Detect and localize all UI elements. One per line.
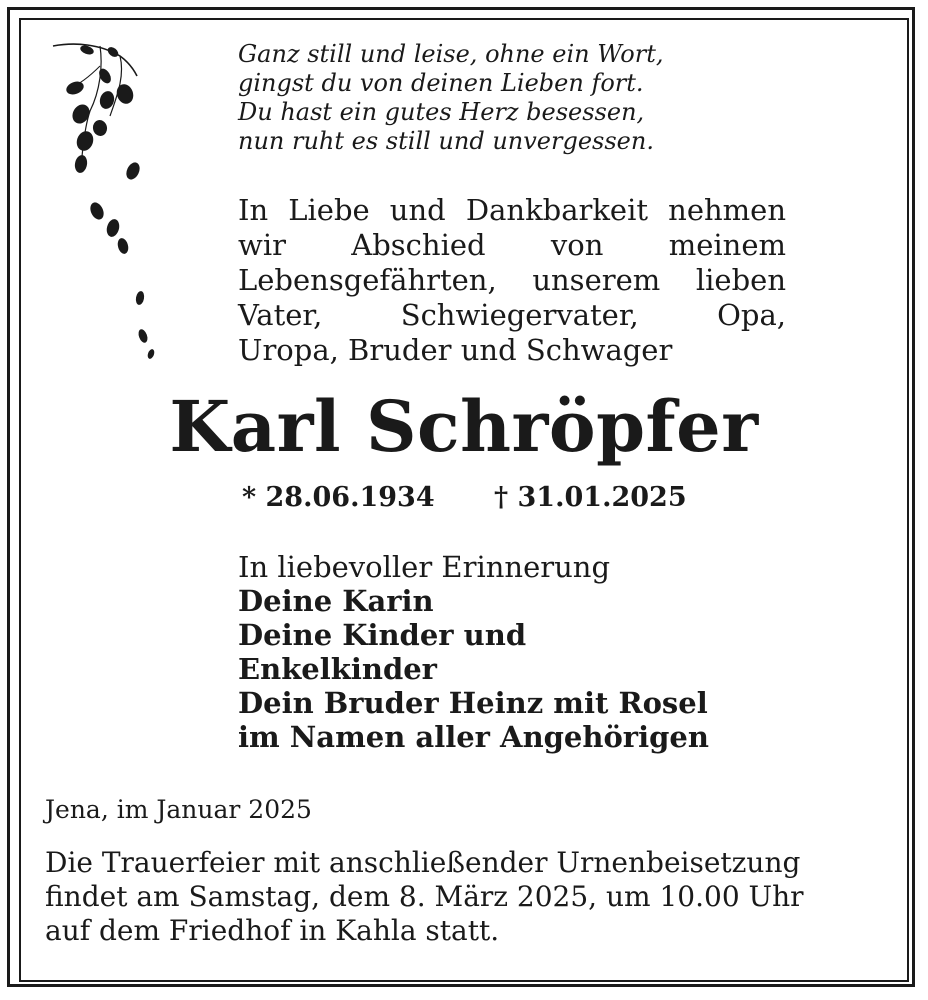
signoff-lead: In liebevoller Erinnerung (238, 550, 611, 584)
intro-line: Lebensgefährten, unserem lieben (238, 263, 786, 297)
poem-line: Ganz still und leise, ohne ein Wort, (238, 40, 664, 68)
poem-line: gingst du von deinen Lieben fort. (238, 69, 644, 97)
birth-date: * 28.06.1934 (242, 482, 435, 513)
birch-branch-icon (45, 36, 170, 366)
poem-line: nun ruht es still und unvergessen. (238, 127, 654, 155)
intro-line: Uropa, Bruder und Schwager (238, 333, 673, 367)
service-line: findet am Samstag, dem 8. März 2025, um 10.00 Uhr (45, 880, 804, 913)
mourner-line: Deine Karin (238, 584, 434, 618)
intro-line: Vater, Schwiegervater, Opa, (238, 298, 786, 332)
service-line: auf dem Friedhof in Kahla statt. (45, 914, 500, 947)
place-date: Jena, im Januar 2025 (45, 795, 312, 824)
mourner-line: Enkelkinder (238, 652, 437, 686)
mourner-line: Dein Bruder Heinz mit Rosel (238, 686, 708, 720)
intro-text (238, 193, 786, 368)
death-date: † 31.01.2025 (494, 482, 687, 513)
service-info (45, 846, 885, 948)
intro-line: In Liebe und Dankbarkeit nehmen (238, 193, 786, 227)
signoff (238, 550, 798, 754)
intro-line: wir Abschied von meinem (238, 228, 786, 262)
mourner-line: Deine Kinder und (238, 618, 527, 652)
poem-line: Du hast ein gutes Herz besessen, (238, 98, 645, 126)
mourner-line: im Namen aller Angehörigen (238, 720, 709, 754)
service-line: Die Trauerfeier mit anschließender Urnenbeisetzung (45, 846, 801, 879)
deceased-name: Karl Schröpfer (169, 385, 759, 468)
poem (238, 40, 758, 156)
